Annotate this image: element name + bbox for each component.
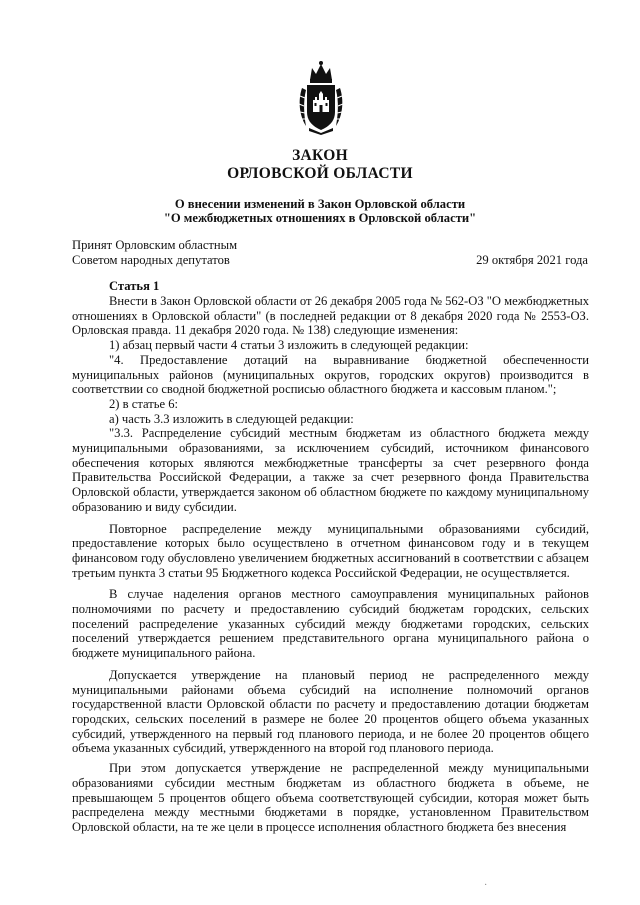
scan-speck: · — [484, 880, 488, 891]
article-paragraph: В случае наделения органов местного самоуправления муниципальных районов полномочиями по расчету и предоставлению субсидий бюджетам городских, сельских поселений распределение указанных субсидий между бюджетами городских, сельских поселений утверждается решением представительного органа муниципального района о бюджете муниципального района. — [72, 587, 589, 661]
article-paragraph: "4. Предоставление дотаций на выравнивание бюджетной обеспеченности муниципальных районов (муниципальных округов, городских округов) производится в соответствии со сводной бюджетной росписью областного бюджета и кассовым планом."; — [72, 352, 589, 397]
document-title-line1: ЗАКОН — [292, 147, 348, 164]
adoption-line1: Принят Орловским областным — [72, 238, 238, 252]
adoption-info — [72, 238, 237, 268]
article-paragraph: Повторное распределение между муниципальными образованиями субсидий, предоставление которых было осуществлено в отчетном финансовом году и в текущем финансовом году обусловлено увеличением бюджетных ассигнований в соответствии с абзацем третьим пункта 3 статьи 95 Бюджетного кодекса Российской Федерации, не осуществляется. — [72, 521, 589, 580]
document-subtitle-line1: О внесении изменений в Закон Орловской области — [174, 197, 466, 211]
document-title-line2: ОРЛОВСКОЙ ОБЛАСТИ — [227, 165, 413, 182]
coat-of-arms-icon — [296, 60, 346, 135]
article-heading: Статья 1 — [109, 279, 160, 293]
article-paragraph: При этом допускается утверждение не распределенной между муниципальными образованиями субсидии местным бюджетам из областного бюджета в объеме, не превышающем 5 процентов общего объема соответствующей субсидии, которая может быть распределена между местными бюджетами в порядке, установленном Правительством Орловской области, на те же цели в процессе исполнения областного бюджета без внесения — [72, 761, 589, 834]
article-paragraph: 1) абзац первый части 4 статьи 3 изложить в следующей редакции: — [109, 338, 469, 353]
article-paragraph: 2) в статье 6: — [109, 396, 179, 411]
article-paragraph: а) часть 3.3 изложить в следующей редакции: — [109, 411, 354, 426]
article-paragraph: Внести в Закон Орловской области от 26 декабря 2005 года № 562-ОЗ "О межбюджетных отношениях в Орловской области" (в последней редакции от 8 декабря 2020 года № 2553-ОЗ. Орловская правда. 11 декабря 2020 года. № 138) следующие изменения: — [72, 294, 589, 338]
article-paragraph: Допускается утверждение на плановый период не распределенного между муниципальными районами объема субсидий на исполнение полномочий органов государственной власти Орловской области по расчету и предоставлению дотации бюджетам городских, сельских поселений в размере не более 20 процентов общего объема указанных субсидий, утвержденного на первый год планового периода, и не более 20 процентов общего объема указанных субсидий, утвержденного на второй год планового периода. — [72, 667, 589, 756]
article-body — [72, 294, 589, 835]
article-paragraph: "3.3. Распределение субсидий местным бюджетам из областного бюджета между муниципальными образованиями, за исключением субсидий, источником финансового обеспечения которых являются межбюджетные трансферты за счет резервного фонда Правительства Российской Федерации, а также за счет резервного фонда Правительства Орловской области, утверждается законом об областном бюджете по каждому муниципальному образованию и виду субсидии. — [72, 426, 589, 514]
adoption-line2: Советом народных депутатов — [72, 253, 230, 267]
adoption-date: 29 октября 2021 года — [476, 253, 588, 267]
document-subtitle-line2: "О межбюджетных отношениях в Орловской области" — [163, 211, 477, 225]
